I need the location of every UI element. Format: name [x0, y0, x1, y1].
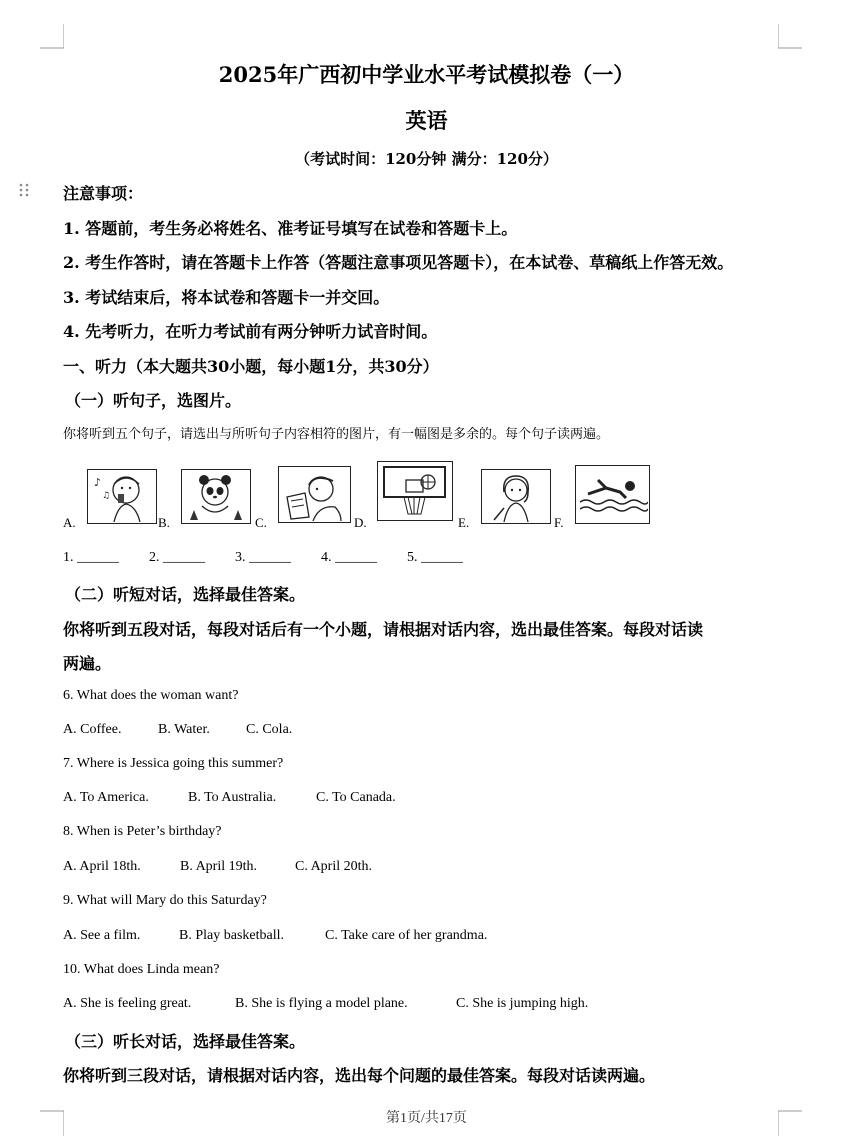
picture-label: E.: [458, 515, 470, 530]
notes-heading: 注意事项：: [63, 184, 144, 203]
panda-icon: [181, 469, 251, 524]
option[interactable]: A. April 18th.: [63, 859, 141, 874]
note-item: 1. 答题前，考生务必将姓名、准考证号填写在试卷和答题卡上。: [63, 219, 518, 238]
option[interactable]: A. See a film.: [63, 928, 141, 943]
answer-blanks: [63, 550, 493, 566]
boy-singing-icon: [87, 469, 157, 524]
part2-heading: （二）听短对话，选择最佳答案。: [65, 585, 306, 604]
option[interactable]: B. Play basketball.: [179, 928, 284, 943]
option[interactable]: A. To America.: [63, 790, 149, 805]
part1-heading: （一）听句子，选图片。: [65, 391, 242, 410]
swimmer-icon: [575, 465, 650, 524]
question-text: 10. What does Linda mean?: [63, 962, 220, 977]
question-options: [63, 859, 372, 875]
crop-mark-top-right: [778, 24, 802, 50]
part3-instruction: 你将听到三段对话，请根据对话内容，选出每个问题的最佳答案。每段对话读两遍。: [63, 1066, 656, 1085]
part2-instruction: 你将听到五段对话，每段对话后有一个小题，请根据对话内容，选出最佳答案。每段对话读: [63, 620, 704, 639]
question-text: 9. What will Mary do this Saturday?: [63, 893, 267, 908]
part1-instruction: 你将听到五个句子，请选出与所听句子内容相符的图片，有一幅图是多余的。每个句子读两遍。: [63, 427, 610, 442]
page-number: 第1页/共17页: [386, 1111, 467, 1126]
crop-mark-top-left: [40, 24, 64, 50]
exam-info: （考试时间：120分钟 满分：120分）: [295, 150, 558, 168]
subject-title: 英语: [405, 108, 448, 133]
question-text: 7. Where is Jessica going this summer?: [63, 756, 284, 771]
answer-blank[interactable]: 4. ______: [321, 550, 377, 565]
drag-handle-icon[interactable]: [18, 182, 30, 198]
option[interactable]: C. To Canada.: [316, 790, 396, 805]
part2-instruction-cont: 两遍。: [63, 654, 112, 673]
note-item: 2. 考生作答时，请在答题卡上作答（答题注意事项见答题卡），在本试卷、草稿纸上作答无效。: [63, 253, 734, 272]
answer-blank[interactable]: 3. ______: [235, 550, 291, 565]
document-title: 2025年广西初中学业水平考试模拟卷（一）: [218, 62, 635, 87]
option[interactable]: B. To Australia.: [188, 790, 277, 805]
option[interactable]: A. She is feeling great.: [63, 996, 192, 1011]
note-item: 4. 先考听力，在听力考试前有两分钟听力试音时间。: [63, 322, 438, 341]
option[interactable]: C. Take care of her grandma.: [325, 928, 488, 943]
svg-text:♪: ♪: [94, 476, 102, 489]
picture-label: D.: [354, 515, 367, 530]
answer-blank[interactable]: 5. ______: [407, 550, 463, 565]
option[interactable]: A. Coffee.: [63, 722, 122, 737]
question-options: [63, 790, 396, 806]
question-options: [63, 722, 292, 738]
answer-blank[interactable]: 1. ______: [63, 550, 119, 565]
option[interactable]: C. She is jumping high.: [456, 996, 589, 1011]
question-text: 8. When is Peter’s birthday?: [63, 824, 222, 839]
option[interactable]: B. She is flying a model plane.: [235, 996, 408, 1011]
option[interactable]: B. Water.: [158, 722, 210, 737]
option[interactable]: C. April 20th.: [295, 859, 373, 874]
picture-label: A.: [63, 515, 76, 530]
question-options: [63, 996, 588, 1012]
option[interactable]: B. April 19th.: [180, 859, 258, 874]
boy-reading-icon: [278, 466, 351, 523]
question-text: 6. What does the woman want?: [63, 688, 239, 703]
svg-text:♫: ♫: [102, 491, 111, 501]
question-options: [63, 928, 487, 944]
girl-painting-icon: [481, 469, 551, 524]
answer-blank[interactable]: 2. ______: [149, 550, 205, 565]
basketball-hoop-icon: [377, 461, 453, 521]
note-item: 3. 考试结束后，将本试卷和答题卡一并交回。: [63, 288, 390, 307]
part3-heading: （三）听长对话，选择最佳答案。: [65, 1032, 306, 1051]
option[interactable]: C. Cola.: [246, 722, 293, 737]
picture-label: B.: [158, 515, 170, 530]
picture-label: C.: [255, 515, 267, 530]
picture-label: F.: [554, 515, 564, 530]
section-heading: 一、听力（本大题共30小题，每小题1分，共30分）: [63, 357, 439, 376]
